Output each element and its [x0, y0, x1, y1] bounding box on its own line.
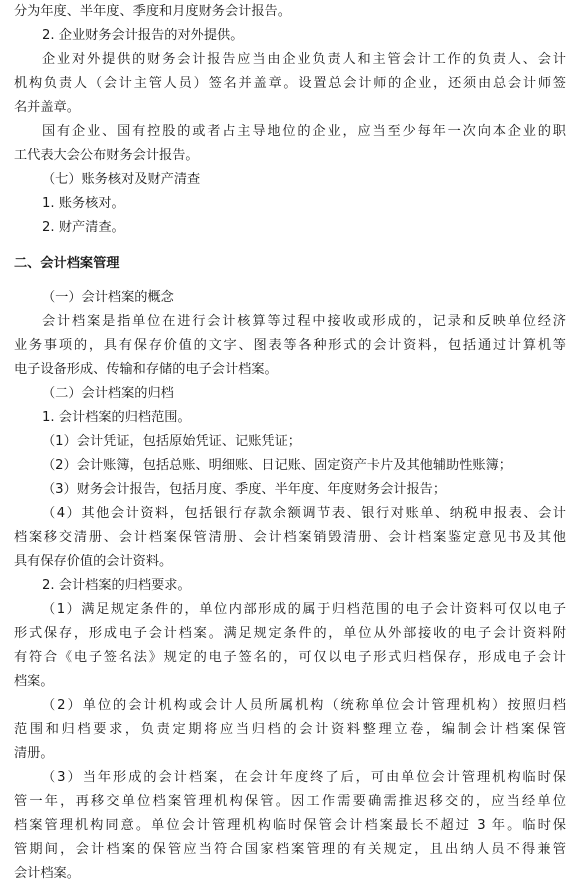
text-line: 会计档案是指单位在进行会计核算等过程中接收或形成的，记录和反映单位经济 [42, 314, 566, 329]
text-line: （一）会计档案的概念 [42, 290, 174, 305]
text-line: （1）会计凭证，包括原始凭证、记账凭证； [42, 434, 301, 449]
text-line: 管一年，再移交单位档案管理机构保管。因工作需要确需推迟移交的，应当经单位 [14, 794, 566, 809]
text-line: 分为年度、半年度、季度和月度财务会计报告。 [14, 4, 291, 19]
text-line: （二）会计档案的归档 [42, 386, 174, 401]
text-line: （3）当年形成的会计档案，在会计年度终了后，可由单位会计管理机构临时保 [42, 770, 566, 785]
text-line: （2）会计账簿，包括总账、明细账、日记账、固定资产卡片及其他辅助性账簿； [42, 458, 512, 473]
text-line: 1. 会计档案的归档范围。 [42, 410, 191, 425]
text-line: （3）财务会计报告，包括月度、季度、半年度、年度财务会计报告； [42, 482, 447, 497]
text-line: 具有保存价值的会计资料。 [14, 554, 173, 569]
text-line: （1）满足规定条件的，单位内部形成的属于归档范围的电子会计资料可仅以电子 [42, 602, 566, 617]
text-line: 2. 会计档案的归档要求。 [42, 578, 191, 593]
text-line: 企业对外提供的财务会计报告应当由企业负责人和主管会计工作的负责人、会计 [42, 52, 566, 67]
text-line: 形式保存，形成电子会计档案。满足规定条件的，单位从外部接收的电子会计资料附 [14, 626, 566, 641]
section-heading: 二、会计档案管理 [14, 256, 120, 271]
text-line: 档案管理机构同意。单位会计管理机构临时保管会计档案最长不超过 3 年。临时保 [14, 818, 566, 833]
text-line: 2. 企业财务会计报告的对外提供。 [42, 28, 244, 43]
text-line: （4）其他会计资料，包括银行存款余额调节表、银行对账单、纳税申报表、会计 [42, 506, 566, 521]
text-line: （2）单位的会计机构或会计人员所属机构（统称单位会计管理机构）按照归档 [42, 698, 566, 713]
text-line: 清册。 [14, 746, 54, 761]
text-line: 范围和归档要求，负责定期将应当归档的会计资料整理立卷，编制会计档案保管 [14, 722, 566, 737]
text-line: 档案移交清册、会计档案保管清册、会计档案销毁清册、会计档案鉴定意见书及其他 [14, 530, 566, 545]
text-line: 会计档案。 [14, 866, 80, 881]
text-line: 工代表大会公布财务会计报告。 [14, 148, 199, 163]
text-line: 电子设备形成、传输和存储的电子会计档案。 [14, 362, 278, 377]
text-line: 有符合《电子签名法》规定的电子签名的，可仅以电子形式归档保存，形成电子会计 [14, 650, 566, 665]
text-line: （七）账务核对及财产清查 [42, 172, 201, 187]
text-line: 2. 财产清查。 [42, 220, 125, 235]
text-line: 管期间，会计档案的保管应当符合国家档案管理的有关规定，且出纳人员不得兼管 [14, 842, 566, 857]
text-line: 国有企业、国有控股的或者占主导地位的企业，应当至少每年一次向本企业的职 [42, 124, 566, 139]
text-line: 名并盖章。 [14, 100, 80, 115]
text-line: 档案。 [14, 674, 54, 689]
text-line: 机构负责人（会计主管人员）签名并盖章。设置总会计师的企业，还须由总会计师签 [14, 76, 566, 91]
text-line: 1. 账务核对。 [42, 196, 125, 211]
text-line: 业务事项的，具有保存价值的文字、图表等各种形式的会计资料，包括通过计算机等 [14, 338, 566, 353]
